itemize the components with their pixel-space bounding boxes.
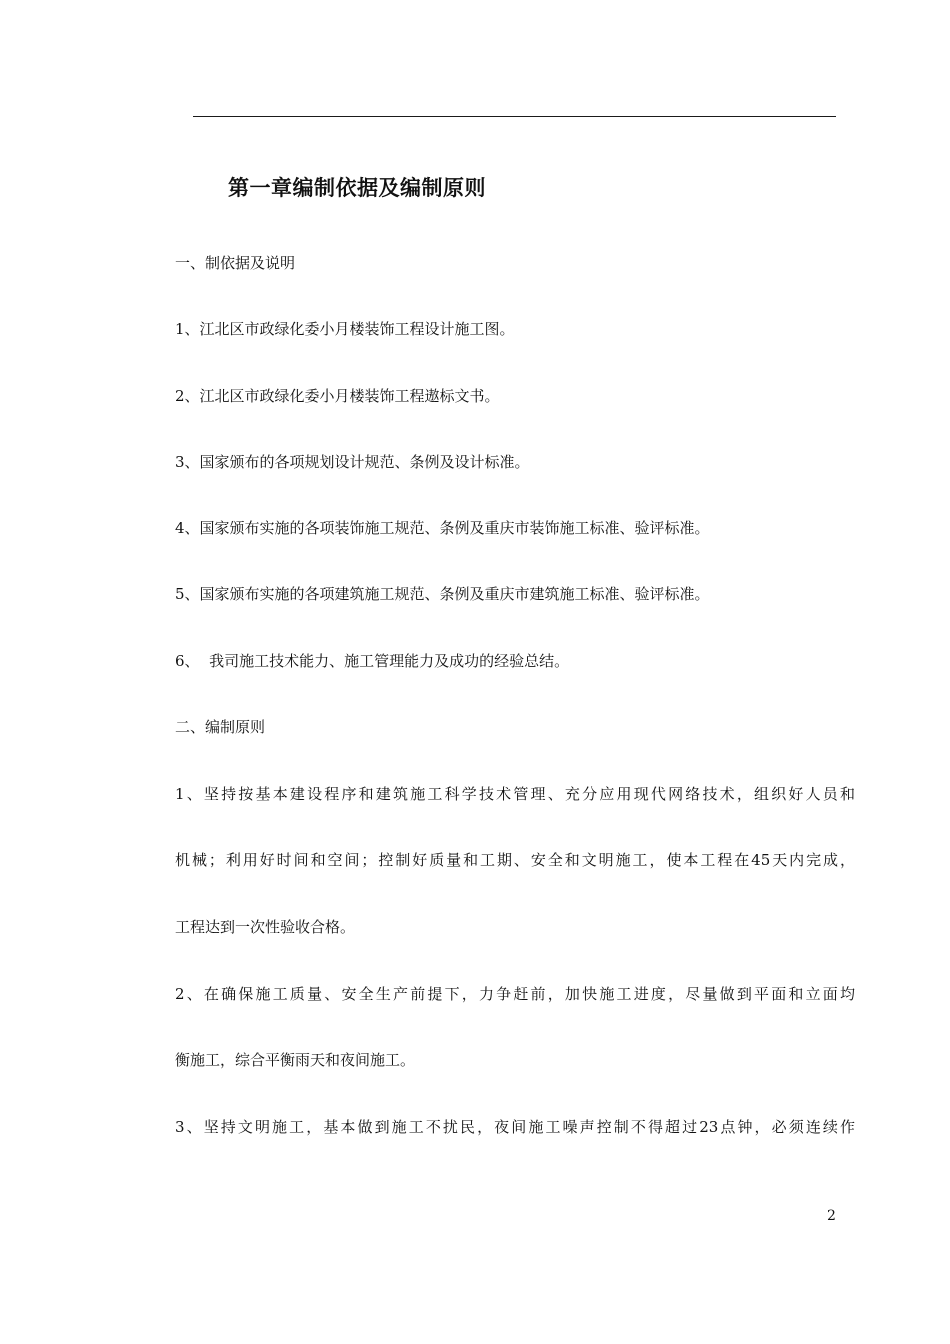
principle-line-6: 3、坚持文明施工，基本做到施工不扰民，夜间施工噪声控制不得超过23点钟，必须连续作 <box>175 1118 855 1136</box>
basis-item-2: 2、江北区市政绿化委小月楼装饰工程遨标文书。 <box>175 387 500 405</box>
principle-line-4: 2、在确保施工质量、安全生产前提下，力争赶前，加快施工进度，尽量做到平面和立面均 <box>175 985 855 1003</box>
section-heading-basis: 一、制依据及说明 <box>175 254 296 272</box>
page-number: 2 <box>827 1208 836 1224</box>
principle-line-1: 1、坚持按基本建设程序和建筑施工科学技术管理、充分应用现代网络技术，组织好人员和 <box>175 785 855 803</box>
basis-item-5: 5、国家颁布实施的各项建筑施工规范、条例及重庆市建筑施工标准、验评标准。 <box>175 585 710 603</box>
principle-line-2: 机械；利用好时间和空间；控制好质量和工期、安全和文明施工，使本工程在45天内完成， <box>175 851 855 869</box>
basis-item-6: 6、 我司施工技术能力、施工管理能力及成功的经验总结。 <box>175 652 570 670</box>
principle-line-3: 工程达到一次性验收合格。 <box>175 918 356 936</box>
header-rule <box>193 116 836 117</box>
chapter-title: 第一章编制依据及编制原则 <box>228 176 486 200</box>
principle-line-5: 衡施工，综合平衡雨天和夜间施工。 <box>175 1051 416 1069</box>
basis-item-4: 4、国家颁布实施的各项装饰施工规范、条例及重庆市装饰施工标准、验评标准。 <box>175 519 710 537</box>
section-heading-principles: 二、编制原则 <box>175 718 266 736</box>
basis-item-1: 1、江北区市政绿化委小月楼装饰工程设计施工图。 <box>175 320 515 338</box>
basis-item-3: 3、国家颁布的各项规划设计规范、条例及设计标准。 <box>175 453 530 471</box>
